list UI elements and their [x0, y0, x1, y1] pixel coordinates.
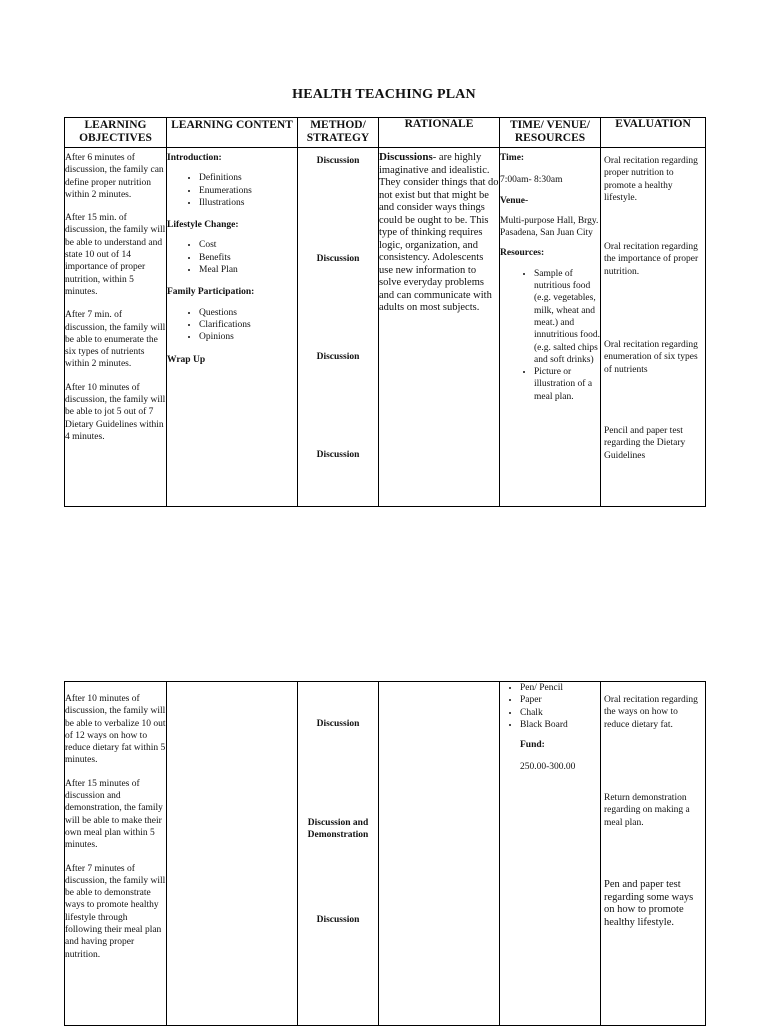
method-label: Discussion [316, 254, 360, 264]
family-heading: Family Participation: [167, 287, 255, 298]
objectives-cell [65, 682, 167, 1026]
list-item: • Picture or illustration of a meal plan. [534, 366, 600, 403]
method-label: Discussion [316, 352, 360, 362]
method-label: Discussion [316, 450, 360, 460]
table-row [65, 148, 706, 507]
rationale-body: - are highly imaginative and idealistic. They consider things that do not exist but that might be and consider ways things could be ought to be. This type of thinking requires logic, organization, and consistency. Adolescents use new information to solve everyday problems and can communicate with adults on most subjects. [379, 152, 499, 313]
venue-value: Multi-purpose Hall, Brgy. Pasadena, San Juan City [500, 215, 599, 239]
method-label: Discussion and Demonstration [307, 818, 369, 841]
evaluation-cell [601, 682, 706, 1026]
header-time-venue-resources: TIME/ VENUE/ RESOURCES [500, 118, 601, 148]
time-value: 7:00am- 8:30am [500, 175, 563, 186]
method-cell [298, 148, 379, 507]
objective-2: After 15 min. of discussion, the family will be able to understand and state 10 out of 14 importance of proper nutrition, within 5 minutes. [65, 213, 166, 297]
content-cell [167, 682, 298, 1026]
evaluation-item: Pen and paper test regarding some ways on how to promote healthy lifestyle. [604, 879, 694, 928]
time-label: Time: [500, 153, 525, 163]
teaching-plan-table [64, 117, 706, 507]
method-label: Discussion [316, 156, 360, 166]
method-label: Discussion [316, 719, 360, 729]
resources-list [500, 682, 600, 731]
evaluation-item: Oral recitation regarding the ways on how to reduce dietary fat. [604, 695, 698, 730]
list-item: • Cost [199, 239, 297, 251]
evaluation-item: Oral recitation regarding the importance of proper nutrition. [604, 242, 699, 277]
evaluation-item: Pencil and paper test regarding the Dietary Guidelines [604, 426, 686, 461]
evaluation-item: Return demonstration regarding on making a meal plan. [604, 793, 690, 828]
objectives-cell [65, 148, 167, 507]
list-item: • Illustrations [199, 197, 297, 209]
objective-5: After 10 minutes of discussion, the family will be able to verbalize 10 out of 12 ways on how to reduce dietary fat within 5 minutes. [65, 694, 166, 766]
header-objectives: LEARNING OBJECTIVES [65, 118, 167, 148]
page-title: HEALTH TEACHING PLAN [292, 87, 476, 102]
list-item: • Pen/ Pencil [520, 682, 600, 694]
table-row [65, 682, 706, 1026]
objective-6: After 15 minutes of discussion and demonstration, the family will be able to make their own meal plan within 5 minutes. [65, 778, 163, 851]
list-item: • Paper [520, 694, 600, 706]
lifestyle-heading: Lifestyle Change: [167, 220, 239, 231]
list-item: • Benefits [199, 252, 297, 264]
objective-7: After 7 minutes of discussion, the family will be able to demonstrate ways to promote healthy lifestyle through following their meal plan and having proper nutrition. [65, 863, 166, 960]
fund-label: Fund: [520, 740, 545, 751]
evaluation-item: Oral recitation regarding enumeration of six types of nutrients [604, 340, 698, 375]
intro-heading: Introduction: [167, 153, 222, 163]
time-venue-cell [500, 148, 601, 507]
teaching-plan-continuation-table [64, 681, 706, 1026]
resources-label: Resources: [500, 248, 545, 259]
content-cell [167, 148, 298, 507]
method-cell [298, 682, 379, 1026]
rationale-cell [379, 682, 500, 1026]
list-item: • Questions [199, 307, 297, 319]
header-method: METHOD/ STRATEGY [298, 118, 379, 148]
fund-value: 250.00-300.00 [520, 762, 576, 773]
header-evaluation: EVALUATION [601, 118, 706, 148]
list-item: • Sample of nutritious food (e.g. vegetables, milk, wheat and meat.) and innutritious food. (e.g. salted chips and soft drinks) [534, 268, 600, 366]
list-item: • Opinions [199, 331, 297, 343]
list-item: • Enumerations [199, 185, 297, 197]
objective-1: After 6 minutes of discussion, the family can define proper nutrition within 2 minutes. [65, 153, 164, 200]
rationale-text [379, 151, 499, 315]
header-row [65, 118, 706, 148]
list-item: • Definitions [199, 172, 297, 184]
wrap-up-heading: Wrap Up [167, 354, 206, 365]
list-item: • Black Board [520, 719, 600, 731]
lifestyle-list [167, 239, 297, 276]
resources-list [500, 268, 600, 403]
family-list [167, 307, 297, 344]
header-rationale: RATIONALE [379, 118, 500, 148]
list-item: • Clarifications [199, 319, 297, 331]
evaluation-cell [601, 148, 706, 507]
evaluation-item: Oral recitation regarding proper nutrition to promote a healthy lifestyle. [604, 156, 698, 203]
intro-list [167, 172, 297, 209]
objective-4: After 10 minutes of discussion, the family will be able to jot 5 out of 7 Dietary Guidelines within 4 minutes. [65, 382, 166, 442]
venue-label: Venue- [500, 195, 529, 206]
list-item: • Meal Plan [199, 264, 297, 276]
header-content: LEARNING CONTENT [167, 118, 298, 148]
list-item: • Chalk [520, 707, 600, 719]
objective-3: After 7 min. of discussion, the family will be able to enumerate the six types of nutrients within 2 minutes. [65, 310, 166, 370]
resources-cell [500, 682, 601, 1026]
rationale-lead: Discussions [379, 151, 433, 163]
rationale-cell [379, 148, 500, 507]
method-label: Discussion [316, 915, 360, 925]
